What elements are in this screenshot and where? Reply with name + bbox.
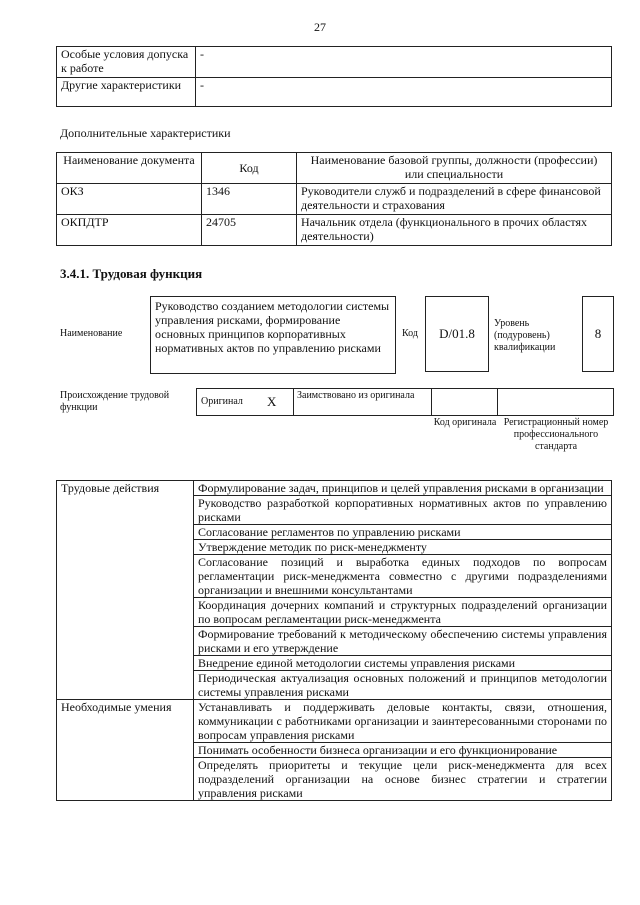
header-doc: Наименование документа: [57, 153, 202, 184]
action-item: Согласование позиций и выработка единых подходов по вопросам регламентации риск-менеджмента совместно с другими подразделениями организации и внешними консультантами: [194, 555, 612, 598]
code-caption: Код оригинала: [433, 417, 497, 428]
action-item: Периодическая актуализация основных положений и принципов методологии системы управления рисками: [194, 671, 612, 700]
action-item: Формулирование задач, принципов и целей управления рисками в организации: [194, 481, 612, 496]
skill-item: Определять приоритеты и текущие цели риск-менеджмента для всех подразделений организации на основе бизнес стратегии и стратегии управления рисками: [194, 758, 612, 801]
extra-title: Дополнительные характеристики: [60, 126, 231, 140]
cell-doc: ОКПДТР: [57, 215, 202, 246]
table-row: [57, 184, 612, 215]
conditions-value: -: [196, 47, 612, 78]
action-item: Руководство разработкой корпоративных нормативных актов по управлению рисками: [194, 496, 612, 525]
cell-code: 24705: [202, 215, 297, 246]
other-value: -: [196, 78, 612, 107]
header-code: Код: [202, 153, 297, 184]
conditions-label: Особые условия допуска к работе: [57, 47, 196, 78]
origin-label: Происхождение трудовой функции: [60, 390, 170, 413]
function-name: Руководство созданием методологии системы управления рисками, формирование основных принципов корпоративных нормативных актов по управлению рисками: [150, 296, 396, 374]
cell-doc: ОКЗ: [57, 184, 202, 215]
function-code: D/01.8: [425, 296, 489, 372]
main-table: [56, 480, 612, 801]
level-label: Уровень (подуровень) квалификации: [494, 318, 556, 353]
divider: [497, 389, 498, 415]
page-number: 27: [314, 20, 326, 34]
action-item: Внедрение единой методологии системы управления рисками: [194, 656, 612, 671]
table-row: [57, 78, 612, 107]
conditions-table: [56, 46, 612, 107]
divider: [431, 389, 432, 415]
actions-label: Трудовые действия: [57, 481, 194, 700]
action-item: Согласование регламентов по управлению рисками: [194, 525, 612, 540]
reg-caption: Регистрационный номер профессионального стандарта: [503, 417, 609, 452]
table-row: [57, 700, 612, 743]
code-label: Код: [402, 328, 418, 339]
skill-item: Устанавливать и поддерживать деловые контакты, связи, отношения, коммуникации с работниками организации и заинтересованными сторонами по вопросам управления рисками: [194, 700, 612, 743]
divider: [293, 389, 294, 415]
section-heading: 3.4.1. Трудовая функция: [60, 266, 203, 281]
skill-item: Понимать особенности бизнеса организации и его функционирование: [194, 743, 612, 758]
table-row: [57, 215, 612, 246]
action-item: Координация дочерних компаний и структурных подразделений организации по вопросам регламентации риск-менеджмента: [194, 598, 612, 627]
level-value: 8: [582, 296, 614, 372]
cell-group: Руководители служб и подразделений в сфере финансовой деятельности и страхования: [297, 184, 612, 215]
original-mark: X: [267, 394, 277, 409]
action-item: Утверждение методик по риск-менеджменту: [194, 540, 612, 555]
table-header-row: [57, 153, 612, 184]
table-row: [57, 481, 612, 496]
borrowed-label: Заимствовано из оригинала: [297, 390, 415, 401]
skills-label: Необходимые умения: [57, 700, 194, 801]
cell-group: Начальник отдела (функционального в прочих областях деятельности): [297, 215, 612, 246]
original-label: Оригинал: [201, 396, 243, 407]
other-label: Другие характеристики: [57, 78, 196, 107]
origin-row: [196, 388, 614, 416]
header-group: Наименование базовой группы, должности (профессии) или специальности: [297, 153, 612, 184]
name-label: Наименование: [60, 328, 123, 339]
cell-code: 1346: [202, 184, 297, 215]
extra-table: [56, 152, 612, 246]
table-row: [57, 47, 612, 78]
action-item: Формирование требований к методическому обеспечению системы управления рисками и его утверждение: [194, 627, 612, 656]
